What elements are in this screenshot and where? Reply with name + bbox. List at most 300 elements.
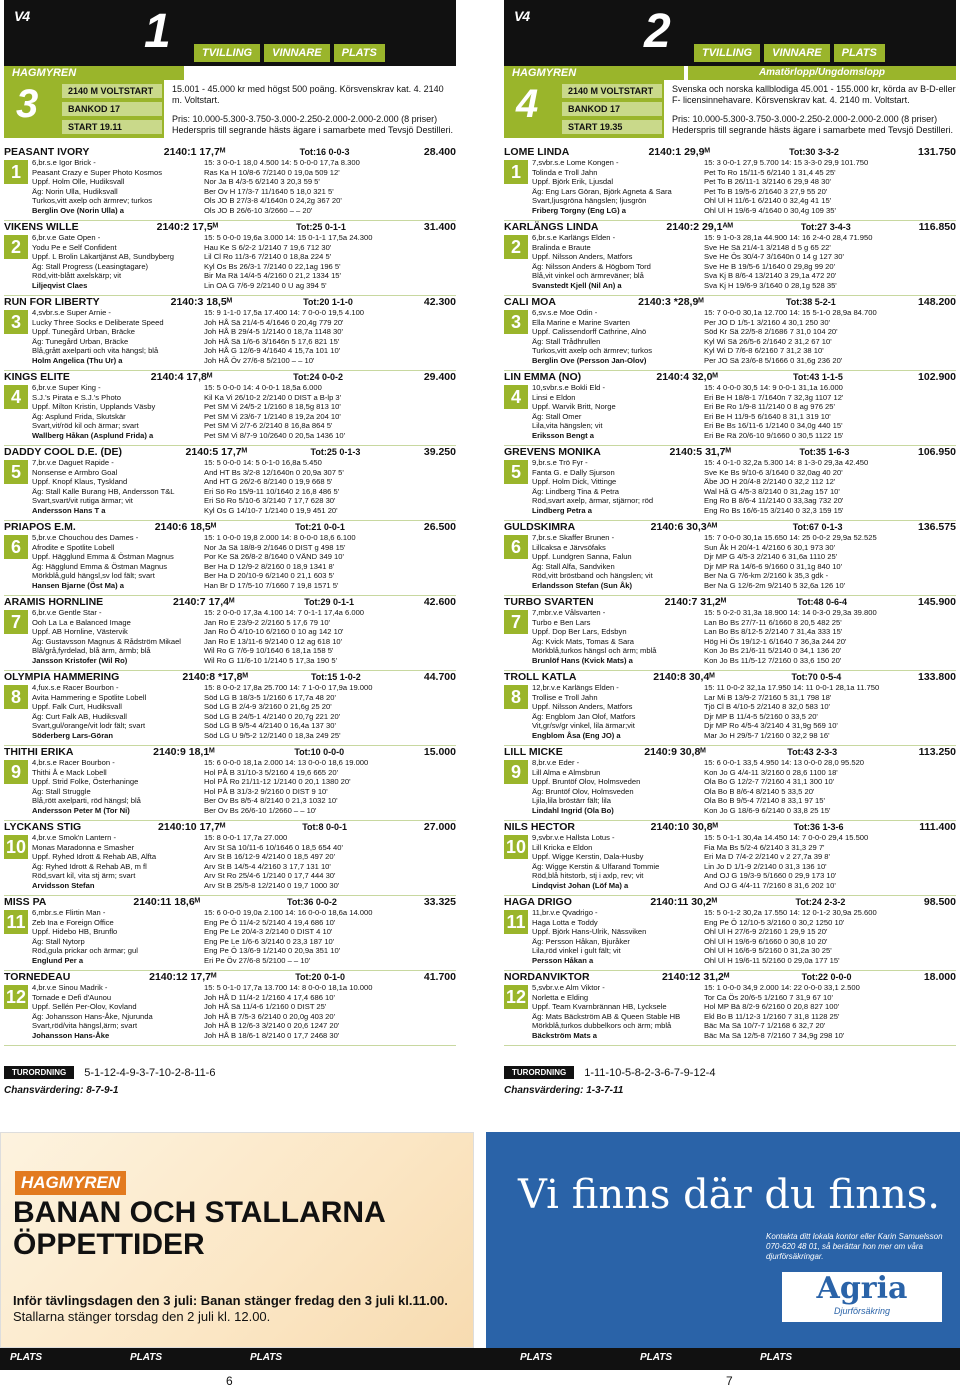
v4-logo: V4: [514, 8, 530, 24]
horse-dam: Tornade e Defi d'Aunou: [32, 992, 112, 1002]
horse-name: RUN FOR LIBERTY: [4, 296, 100, 308]
horse-owner: Äg: Nilsson Anders & Högbom Tord: [532, 261, 651, 271]
recent-starts: [204, 908, 456, 966]
race-footer: [504, 1066, 956, 1096]
horse-colors: Röd,vitt-blått axelskärp; vit: [32, 271, 122, 281]
horse-header: [4, 821, 456, 833]
horse-info: [32, 383, 212, 441]
horse-colors: Vit,gr/sv/gr vinkel, lila ärmar;vit: [532, 721, 635, 731]
horse-owner: Äg: Stall Struggle: [32, 786, 91, 796]
strip-label: PLATS: [760, 1352, 793, 1363]
start-row: Ber Ha D 20/10-9 6/2140 0 21,1 603 5': [204, 571, 335, 581]
start-row: Lil Cl Ro 11/3-6 7/2140 0 18,8a 224 5': [204, 252, 332, 262]
ad-text: [13, 1293, 448, 1325]
horse-owner: Äg: Johansson Hans-Åke, Njurunda: [32, 1011, 153, 1021]
horse-driver: Bäckström Mats a: [532, 1030, 597, 1040]
start-row: Eng Pe Ö 12/10-5 3/2160 0 30,2 1250 10': [704, 917, 845, 927]
recent-starts: [704, 458, 956, 516]
tab-tvilling: TVILLING: [694, 44, 760, 62]
horse-dam: Trollise e Troll Jahn: [532, 692, 598, 702]
start-row: Eng Ro B 8/6-4 11/2140 0 33,3ag 732 20': [704, 496, 844, 506]
start-row: Sve He Sä 21/4-1 3/2148 d 5 g 65 22': [704, 242, 831, 252]
horse-record: 2140:6 30,3ᴬᴹ: [650, 521, 718, 533]
start-row: Eri Be H 18/8-1 7/1640n 7 32,3g 1107 12': [704, 392, 844, 402]
start-row: Hau Ke S 6/2-2 1/2140 7 19,6 712 30': [204, 242, 332, 252]
horse-info: [532, 533, 712, 591]
recent-starts: [204, 683, 456, 741]
horse-dam: Avita Hammering e Spotlite Lobell: [32, 692, 147, 702]
start-row: Ohl Ul H 16/6-9 5/2160 0 31,2a 30 25': [704, 946, 832, 956]
horse-entry: [4, 746, 456, 821]
horse-colors: Lila,vita hängslen; vit: [532, 421, 603, 431]
horse-pedigree: 6,br.v.e Super King -: [32, 383, 101, 392]
start-row: Wal Hå G 4/5-3 8/2140 0 31,2ag 157 10': [704, 486, 840, 496]
horse-pedigree: 6,br.s.e Igor Brick -: [32, 158, 96, 167]
season-summary: 15: 9 1-1-0 17,5a 17.400 14: 7 0-0-0 19,5 4.100: [204, 308, 365, 317]
horse-header: [4, 671, 456, 683]
start-time: START 19.11: [62, 120, 162, 134]
race-desc: 15.001 - 45.000 kr med högst 500 poäng. Körsvenskrav kat. 4. 2140 m. Voltstart.: [172, 84, 444, 105]
horse-breeder: Uppf. Holm Olle, Hudiksvall: [32, 177, 125, 187]
start-row: And HT Bs 3/2-8 12/1640n 0 20,9a 307 5': [204, 467, 344, 477]
horse-breeder: Uppf. Björk Erik, Ljusdal: [532, 177, 614, 187]
horse-record: 2140:12 31,2ᴹ: [661, 971, 730, 983]
ad-track-logo: HAGMYREN: [15, 1171, 126, 1195]
brand-sub: Djurförsäkring: [833, 1306, 891, 1316]
start-row: Ber Na G 12/6-2m 9/2140 5 32,6a 126 10': [704, 580, 846, 590]
start-number: 2: [504, 235, 528, 259]
horse-name: GULDSKIMRA: [504, 521, 576, 533]
horse-dam: Haga Lotta e Toddy: [532, 917, 598, 927]
horse-record: 2140:4 32,0ᴹ: [656, 371, 718, 383]
start-row: Ols JO B 27/3-8 4/1640n 0 24,2g 367 20': [204, 196, 342, 206]
horse-record: 2140:11 30,2ᴹ: [650, 896, 718, 908]
horse-entry: [4, 521, 456, 596]
horse-colors: Röd,blå hitstorb, stj i axlp, rev; vit: [532, 871, 644, 881]
horse-dam: Turbo e Ben Lars: [532, 617, 591, 627]
start-row: Wil Ro G 7/6-9 10/1640 6 18,1a 158 5': [204, 646, 334, 656]
horse-info: [532, 833, 712, 891]
bet-tabs: [694, 44, 885, 62]
start-row: Joh HÅ B 12/6-3 3/2140 0 20,6 1247 20': [204, 1021, 340, 1031]
recent-starts: [704, 383, 956, 441]
start-row: Han Br D 17/5-10 7/1660 7 19,8 1571 5': [204, 580, 339, 590]
horse-pedigree: 7,br.s.e Skaffer Brunen -: [532, 533, 615, 542]
horse-driver: Engblom Åsa (Eng JO) a: [532, 730, 621, 740]
horse-record: 2140:11 18,6ᴹ: [133, 896, 201, 908]
horse-entry: [504, 371, 956, 446]
recent-starts: [204, 383, 456, 441]
horse-colors: Blå,grått axelparti och vita hängsl; blå: [32, 346, 159, 356]
horse-dam: Norletta e Elding: [532, 992, 589, 1002]
horse-entry: [504, 971, 956, 1046]
start-row: Eri Sö Ro 5/10-6 3/2140 7 17,7 628 30': [204, 496, 336, 506]
start-row: Hol PÅ Ro 21/11-12 1/2140 0 20,1 1380 20': [204, 777, 351, 787]
horse-entry: [4, 596, 456, 671]
horse-total: Tot:70 0-5-4: [791, 672, 842, 682]
horse-name: CALI MOA: [504, 296, 556, 308]
season-summary: 15: 9 1-0-3 28,1a 44.900 14: 16 2-4-0 28,4 71.950: [704, 233, 873, 242]
horse-record: 2140:2 17,5ᴹ: [156, 221, 219, 233]
horse-dam: Bralinda e Braute: [532, 242, 591, 252]
start-number: 9: [504, 760, 528, 784]
start-row: Sun Åk H 20/4-1 4/2160 6 30,1 973 30': [704, 542, 836, 552]
recent-starts: [204, 758, 456, 816]
horse-breeder: Uppf. AB Hornline, Västervik: [32, 627, 128, 637]
horse-header: [4, 146, 456, 158]
horse-name: TROLL KATLA: [504, 671, 577, 683]
horse-owner: Äg: Stall Nytorp: [32, 936, 85, 946]
horse-pedigree: 6,mbr.s.e Flirtin Man -: [32, 908, 106, 917]
horse-money: 29.400: [423, 371, 456, 383]
season-summary: 15: 6 0-0-1 33,5 4.950 14: 13 0-0-0 28,0 95.520: [704, 758, 865, 767]
horse-driver: Jansson Kristofer (Wil Ro): [32, 655, 128, 665]
horse-name: NILS HECTOR: [504, 821, 575, 833]
horse-total: Tot:29 0-1-1: [304, 597, 355, 607]
start-number: 10: [5, 837, 27, 857]
horse-record: 2140:8 30,4ᴹ: [653, 671, 715, 683]
start-row: Kon Jo Bs 11/5-12 7/2160 0 33,6 150 20': [704, 655, 842, 665]
start-row: Ohl Ul H 11/6-1 6/2140 0 32,4g 41 15': [704, 196, 832, 206]
start-number: 4: [4, 385, 28, 409]
horse-info: [32, 233, 212, 291]
start-row: Pet SM Vi 2/7-6 2/2140 8 16,8a 864 5': [204, 421, 333, 431]
start-number: 2: [4, 235, 28, 259]
horse-money: 133.800: [918, 671, 956, 683]
horse-pedigree: 12,br.v.e Karlängs Elden -: [532, 683, 619, 692]
horse-breeder: Uppf. Milton Kristin, Upplands Väsby: [32, 402, 156, 412]
horse-total: Tot:25 0-1-3: [310, 447, 361, 457]
recent-starts: [704, 833, 956, 891]
season-summary: 15: 5 0-2-0 31,3a 18.900 14: 14 0-3-0 29,3a 39.800: [704, 608, 877, 617]
horse-entry: [4, 371, 456, 446]
horse-owner: Äg: Eng Lars Göran, Björk Agneta & Sara: [532, 186, 672, 196]
horse-info: [532, 158, 712, 216]
start-number: 11: [504, 910, 528, 934]
start-number: 7: [504, 610, 528, 634]
start-row: Ola Bo B 8/6-4 8/2140 5 33,5 20': [704, 786, 815, 796]
horse-total: Tot:25 0-1-1: [296, 222, 346, 232]
horse-pedigree: 4,svbr.s.e Super Arnie -: [32, 308, 111, 317]
recent-starts: [704, 758, 956, 816]
start-row: Fia Ma Bs 5/2-4 6/2140 3 31,3 29 7': [704, 842, 825, 852]
start-row: Tjö Cl B 4/10-5 2/2140 8 32,0 583 10': [704, 702, 830, 712]
horse-breeder: Uppf. L Brolin Läkartjänst AB, Sundbyberg: [32, 252, 174, 262]
horse-driver: Berglin Ove (Norin Ulla) a: [32, 205, 124, 215]
agria-logo: [782, 1272, 942, 1322]
horse-driver: Svanstedt Kjell (Nil An) a: [532, 280, 622, 290]
horse-owner: Äg: Engblom Jan Olof, Matfors: [532, 711, 636, 721]
start-time: START 19.35: [562, 120, 662, 134]
start-number: 10: [505, 837, 527, 857]
horse-money: 42.600: [423, 596, 456, 608]
horse-pedigree: 9,br.s.e Trö Fyr -: [532, 458, 588, 467]
horse-entry: [4, 896, 456, 971]
horse-info: [532, 683, 712, 741]
start-row: Lan Bo Bs 27/7-11 6/1660 8 20,5 482 25': [704, 617, 842, 627]
start-row: Eri Pe Öv 27/6-8 5/2100 – – 10': [204, 955, 311, 965]
horse-breeder: Uppf. Lundgren Sanna, Falun: [532, 552, 632, 562]
horse-owner: Äg: Wigge Kerstin & Ulfarand Tommie: [532, 861, 660, 871]
start-row: Söd LG U 9/5-2 12/2140 0 18,3a 249 25': [204, 730, 341, 740]
horse-name: LILL MICKE: [504, 746, 563, 758]
horse-pedigree: 6,sv.s.e Moe Odin -: [532, 308, 598, 317]
horse-header: [4, 971, 456, 983]
horse-pedigree: 4,br.v.e Sinou Madrik -: [32, 983, 108, 992]
horse-breeder: Uppf. Team Kvarnbrännan HB, Lycksele: [532, 1002, 667, 1012]
start-row: Ohl Ul H 19/6-9 4/1640 0 30,4g 109 35': [704, 205, 836, 215]
horse-info: [32, 758, 212, 816]
horse-record: 2140:9 30,8ᴹ: [644, 746, 706, 758]
start-number: 6: [504, 535, 528, 559]
horse-entry: [504, 896, 956, 971]
horse-money: 44.700: [423, 671, 456, 683]
start-row: Ola Bo B 9/5-4 7/2140 8 33,1 97 15': [704, 796, 825, 806]
start-row: Ols JO B 26/6-10 3/2660 – – 20': [204, 205, 313, 215]
start-row: Arv St Ro 25/4-6 1/2140 0 17,7 444 30': [204, 871, 336, 881]
horse-driver: Eriksson Bengt a: [532, 430, 595, 440]
horse-info: [532, 383, 712, 441]
start-row: Nor Ja Sä 18/8-9 2/1646 0 DIST g 498 15': [204, 542, 346, 552]
horse-breeder: Uppf. Holm Dick, Vittinge: [532, 477, 617, 487]
start-row: Ras Ka H 10/8-6 7/2140 0 19,0a 509 12': [204, 167, 340, 177]
leg-number: 2: [644, 5, 671, 58]
start-row: Nor Ja B 4/3-5 6/2140 3 20,3 59 5': [204, 177, 320, 187]
start-row: Eri Be Ro 1/9-8 11/2140 0 8 ag 976 25': [704, 402, 835, 412]
horse-record: 2140:7 31,2ᴹ: [664, 596, 727, 608]
horse-breeder: Uppf. Hägglund Emma & Östman Magnus: [32, 552, 174, 562]
horse-driver: Lindqvist Johan (Löf Ma) a: [532, 880, 629, 890]
horse-driver: Wallberg Håkan (Asplund Frida) a: [32, 430, 154, 440]
horse-owner: Äg: Stall Omer: [532, 411, 582, 421]
prizes: Pris: 10.000-5.300-3.750-3.000-2.250-2.000-2.000-2.000 (8 priser): [672, 114, 938, 124]
horse-entry: [4, 146, 456, 221]
season-summary: 15: 11 0-0-2 32,1a 17.950 14: 11 0-0-1 28,1a 11.750: [704, 683, 880, 692]
horse-colors: Mörkblå,guld hängsl,sv lod fält; svart: [32, 571, 155, 581]
horse-colors: Blå/grå,fyrdelad, blå ärm, ärmb; blå: [32, 646, 151, 656]
race-header: [4, 0, 456, 140]
start-row: Hol PÅ B 31/3-2 9/2160 0 DIST 9 10': [204, 786, 328, 796]
horse-colors: Röd,svart kil, vita stj ärm; svart: [32, 871, 136, 881]
horse-dam: Lill Alma e Almsbrun: [532, 767, 601, 777]
start-row: Bir Ma Rä 14/4-5 4/2160 0 21,2 1334 15': [204, 271, 341, 281]
horse-driver: Holm Angelica (Thu Ur) a: [32, 355, 123, 365]
horse-dam: Nonsense e Armbro Goal: [32, 467, 118, 477]
horse-breeder: Uppf. Ryhed Idrott & Rehab AB, Alfta: [32, 852, 157, 862]
horse-driver: Persson Håkan a: [532, 955, 594, 965]
start-row: And OJ G 19/3-9 5/1660 0 29,9 173 10': [704, 871, 837, 881]
season-summary: 15: 1 0-0-0 34,9 2.000 14: 22 0-0-0 33,1 2.500: [704, 983, 860, 992]
horse-pedigree: 4,fux.s.e Racer Bourbon -: [32, 683, 119, 692]
horse-colors: Turkos,vitt axelp och ärmrev; turkos: [532, 346, 652, 356]
horse-info: [32, 983, 212, 1041]
horse-total: Tot:15 1-0-2: [310, 672, 361, 682]
horse-list: [4, 146, 456, 1046]
race-desc: Svenska och norska kallblodiga 45.001 - 155.000 kr, körda av B-D-eller F- licensinnehavare. Körsvenskrav kat. 4. 2140 m. Voltstart.: [672, 84, 956, 105]
horse-total: Tot:16 0-0-3: [299, 147, 350, 157]
start-number: 3: [4, 310, 28, 334]
horse-colors: Ljila,lila bröstärr fält; lila: [532, 796, 611, 806]
horse-driver: Friberg Torgny (Eng LG) a: [532, 205, 626, 215]
tab-plats: PLATS: [334, 44, 385, 62]
horse-info: [532, 458, 712, 516]
horse-money: 15.000: [423, 746, 456, 758]
start-row: Joh HÅ B 18/6-1 8/2140 0 17,7 2468 30': [204, 1030, 340, 1040]
start-row: Arv St B 14/5-4 4/2160 3 17,7 131 10': [204, 861, 331, 871]
horse-record: 2140:1 29,9ᴹ: [648, 146, 710, 158]
horse-total: Tot:36 1-3-6: [793, 822, 844, 832]
horse-total: Tot:20 1-1-0: [303, 297, 353, 307]
horse-record: 2140:3 18,5ᴹ: [170, 296, 233, 308]
race-footer: [4, 1066, 456, 1096]
race-type-banner: Amatörlopp/Ungdomslopp: [688, 66, 956, 80]
horse-entry: [504, 746, 956, 821]
recent-starts: [704, 908, 956, 966]
horse-dam: S.J.'s Pirata e S.J.'s Photo: [32, 392, 122, 402]
horse-money: 102.900: [918, 371, 956, 383]
start-row: Eri Sö Ro 15/9-11 10/1640 2 16,8 486 5': [204, 486, 340, 496]
horse-record: 2140:8 *17,8ᴹ: [182, 671, 248, 683]
start-number: 5: [4, 460, 28, 484]
start-row: Pet SM Vi 23/6-7 1/2140 8 19,2a 204 10': [204, 411, 341, 421]
strip-label: PLATS: [250, 1352, 283, 1363]
horse-money: 18.000: [923, 971, 956, 983]
horse-info: [32, 533, 212, 591]
horse-header: [504, 746, 956, 758]
horse-name: GREVENS MONIKA: [504, 446, 601, 458]
start-row: Per JO Sä 23/6-8 5/1666 0 31,6g 236 20': [704, 355, 843, 365]
strip-label: PLATS: [520, 1352, 553, 1363]
header-bar: [4, 0, 456, 66]
horse-header: [4, 896, 456, 908]
horse-header: [504, 371, 956, 383]
start-row: Kon Jo Bs 21/6-11 5/2140 0 34,1 136 20': [704, 646, 842, 656]
horse-money: 26.500: [423, 521, 456, 533]
recent-starts: [704, 533, 956, 591]
horse-money: 41.700: [423, 971, 456, 983]
horse-money: 131.750: [918, 146, 956, 158]
race-left: [4, 0, 456, 1096]
start-row: Djr MP B 11/4-5 5/2160 0 33,5 20': [704, 711, 818, 721]
horse-pedigree: 7,br.v.e Daguet Rapide -: [32, 458, 114, 467]
horse-total: Tot:8 0-0-1: [302, 822, 348, 832]
leg-number: 1: [144, 5, 171, 58]
horse-total: Tot:24 0-0-2: [293, 372, 343, 382]
start-number: 11: [4, 910, 28, 934]
horse-driver: Brunlöf Hans (Kvick Mats) a: [532, 655, 633, 665]
start-row: Lin Jo D 1/1-9 2/2140 0 31,3 136 10': [704, 861, 827, 871]
horse-owner: Äg: Stall Trådhrullen: [532, 336, 601, 346]
start-row: Ber Ov Bs 8/5-4 8/2140 0 21,3 1032 10': [204, 796, 338, 806]
recent-starts: [704, 608, 956, 666]
horse-name: LIN EMMA (NO): [504, 371, 582, 383]
distance: 2140 M VOLTSTART: [62, 84, 162, 98]
horse-record: 2140:10 30,8ᴹ: [650, 821, 718, 833]
horse-colors: Röd,svart axelp, ärmar, stjärnor; röd: [532, 496, 654, 506]
horse-owner: Äg: Asplund Frida, Skutskär: [32, 411, 126, 421]
page-number-right: 7: [726, 1374, 733, 1388]
recent-starts: [704, 683, 956, 741]
start-row: Eng Ro Bs 16/6-15 3/2140 0 32,3 159 15': [704, 505, 844, 515]
horse-info: [532, 758, 712, 816]
horse-record: 2140:7 17,4ᴹ: [172, 596, 235, 608]
start-row: Lar Mi B 13/9-2 7/2160 5 31,1 798 18': [704, 692, 832, 702]
horse-money: 148.200: [918, 296, 956, 308]
horse-money: 106.950: [918, 446, 956, 458]
horse-entry: [504, 296, 956, 371]
horse-colors: Mörkblå,turkos dubbelkors och ärm; mblå: [532, 1021, 672, 1031]
chans-label: Chansvärdering:: [4, 1085, 84, 1096]
horse-header: [504, 446, 956, 458]
horse-driver: Andersson Hans T a: [32, 505, 106, 515]
distance: 2140 M VOLTSTART: [562, 84, 662, 98]
start-number: 1: [504, 160, 528, 184]
horse-info: [32, 683, 212, 741]
season-summary: 15: 5 0-0-0 14: 4 0-0-1 18,5a 6.000: [204, 383, 322, 392]
ad-line2: Stallarna stänger torsdag den 2 juli kl. 12.00.: [13, 1309, 271, 1324]
start-row: Pet SM Vi 24/5-2 1/2160 8 18,5g 813 10': [204, 402, 341, 412]
horse-name: DADDY COOL D.E. (DE): [4, 446, 123, 458]
recent-starts: [204, 608, 456, 666]
horse-driver: Liljeqvist Claes: [32, 280, 88, 290]
header-bar: [504, 0, 956, 66]
horse-colors: Svart,svart/vit rutiga ärmar; vit: [32, 496, 133, 506]
season-summary: 15: 1 0-0-0 19,8 2.000 14: 8 0-0-0 18,6 6.100: [204, 533, 356, 542]
season-summary: 15: 7 0-0-0 30,1a 15.650 14: 25 0-0-2 29,9a 52.525: [704, 533, 877, 542]
start-row: Ohl Ul H 27/6-9 2/2160 1 29,9 15 20': [704, 927, 828, 937]
start-row: Ber Ov H 17/3-7 11/1640 5 18,0 321 5': [204, 186, 334, 196]
start-row: Joh HÅ Sä 1/6-6 3/1646n 5 17,6 821 15': [204, 336, 340, 346]
horse-name: MISS PA: [4, 896, 47, 908]
chans-value: 1-3-7-11: [586, 1085, 624, 1096]
start-row: Tor Ca Ös 20/6-5 1/2160 7 31,9 67 10': [704, 992, 833, 1002]
bankod: BANKOD 17: [62, 102, 162, 116]
start-row: Kil Ka Vi 26/10-2 2/2140 0 DIST a B-lp 3': [204, 392, 342, 402]
horse-total: Tot:43 1-1-5: [793, 372, 843, 382]
season-summary: 15: 4 0-0-0 30,5 14: 9 0-0-1 31,1a 16.000: [704, 383, 843, 392]
start-row: Sve He B 19/5-6 1/1640 0 29,8g 99 20': [704, 261, 836, 271]
horse-name: PRIAPOS E.M.: [4, 521, 76, 533]
horse-header: [504, 296, 956, 308]
horse-header: [504, 821, 956, 833]
start-number: 3: [504, 310, 528, 334]
horse-money: 113.250: [918, 746, 956, 758]
horse-info: [532, 608, 712, 666]
start-row: Hög Hi Ös 19/12-1 6/1640 7 36,3a 244 20': [704, 636, 847, 646]
start-row: Pet To Ro 15/11-5 6/2140 1 31,4 45 25': [704, 167, 836, 177]
horse-total: Tot:67 0-1-3: [792, 522, 843, 532]
track-name: HAGMYREN: [4, 66, 184, 80]
horse-breeder: Uppf. Knopf Klaus, Tyskland: [32, 477, 128, 487]
start-number: 12: [505, 987, 527, 1007]
start-number: 4: [504, 385, 528, 409]
horse-entry: [4, 221, 456, 296]
start-row: Pet To B 19/5-6 2/1640 3 27,9 55 20': [704, 186, 828, 196]
horse-owner: Äg: Persson Håkan, Bjuråker: [532, 936, 630, 946]
horse-colors: Röd,gula prickar och ärmar; gul: [32, 946, 138, 956]
horse-owner: Äg: Stall Alfa, Sandviken: [532, 561, 615, 571]
horse-owner: Äg: Gustavsson Magnus & Rådström Mikael: [32, 636, 181, 646]
horse-owner: Äg: Curt Falk AB, Hudiksvall: [32, 711, 127, 721]
horse-info: [532, 908, 712, 966]
horse-dam: Tolinda e Troll Jahn: [532, 167, 598, 177]
horse-entry: [4, 296, 456, 371]
horse-pedigree: 6,br.v.e Gentle Star -: [32, 608, 102, 617]
start-row: Joh HÅ G 12/6-9 4/1640 4 15,7a 101 10': [204, 346, 341, 356]
start-row: Ber Ov Bs 26/6-10 1/2660 – – 10': [204, 805, 317, 815]
season-summary: 15: 5 0-0-0 14: 5 0-1-0 16,8a 5.450: [204, 458, 322, 467]
start-row: Kyl Os Bs 26/3-1 7/2140 0 22,1ag 196 5': [204, 261, 341, 271]
